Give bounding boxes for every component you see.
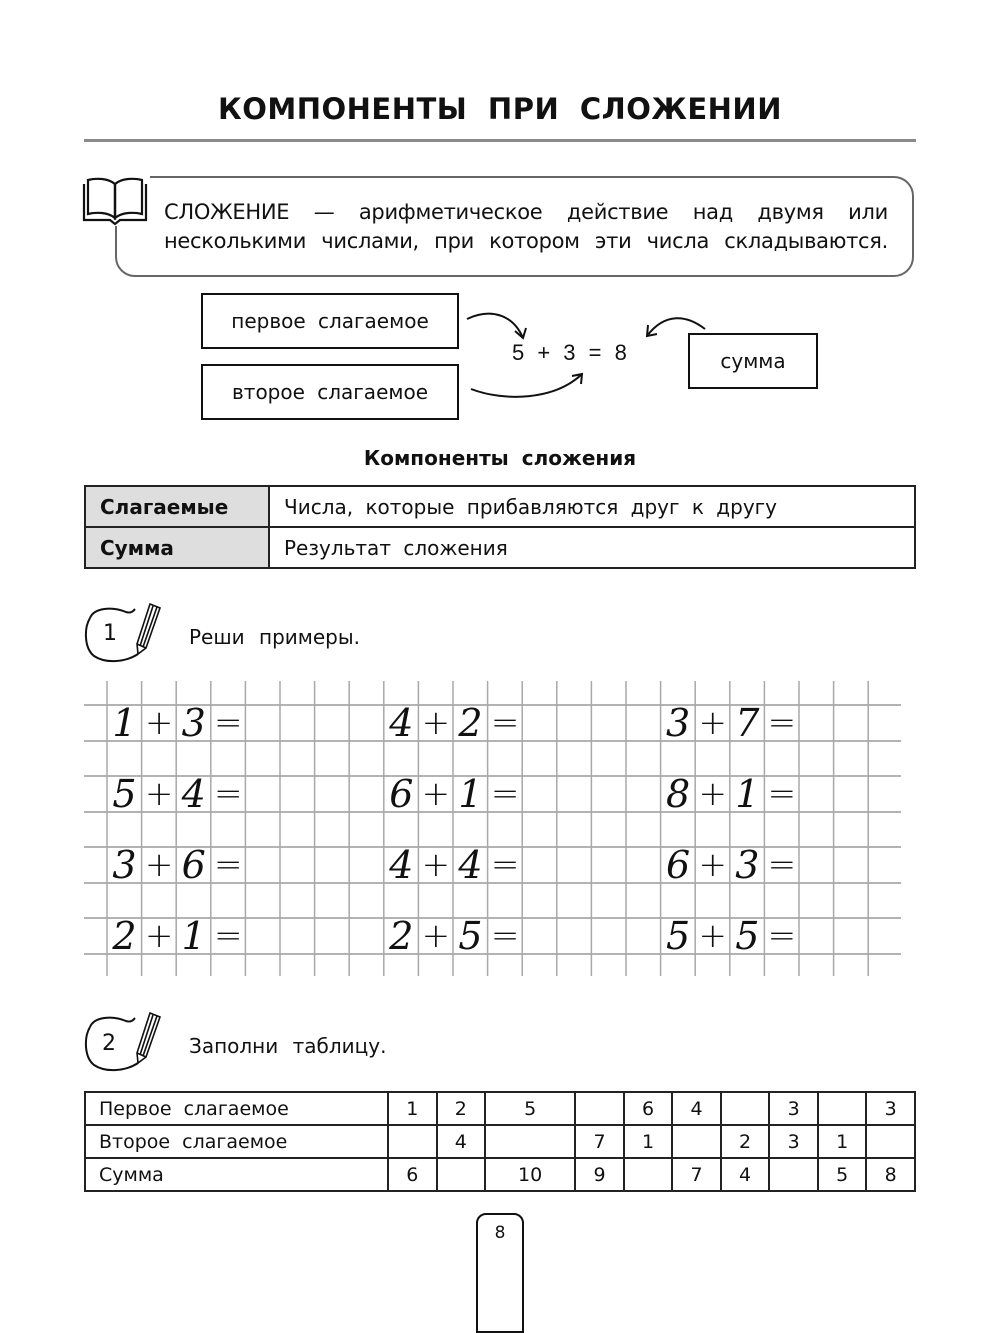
blank-cell[interactable]	[769, 1158, 818, 1191]
second-addend: 5	[735, 914, 760, 958]
value-cell: 4	[672, 1092, 721, 1125]
second-addend: 1	[181, 914, 206, 958]
first-addend: 8	[666, 772, 691, 816]
value-cell: 10	[485, 1158, 575, 1191]
first-addend: 5	[666, 914, 691, 958]
second-addend: 3	[735, 843, 760, 887]
definition-text: СЛОЖЕНИЕ — арифметическое действие над двумя или несколькими числами, при котором эти числа складываются.	[164, 200, 888, 253]
second-addend: 2	[458, 701, 483, 745]
task-1-number: 1	[103, 621, 117, 646]
answer-field[interactable]	[799, 705, 868, 740]
task-2-instruction: Заполни таблицу.	[189, 1034, 387, 1058]
equals-sign: =	[490, 916, 520, 956]
answer-field[interactable]	[245, 847, 314, 882]
task-1-instruction: Реши примеры.	[189, 625, 361, 649]
page-number-tab	[476, 1213, 524, 1333]
first-addend: 3	[666, 701, 691, 745]
table-row	[85, 1158, 915, 1191]
value-cell: 2	[437, 1092, 486, 1125]
value-cell: 7	[672, 1158, 721, 1191]
value-cell: 3	[866, 1092, 915, 1125]
equals-sign: =	[490, 774, 520, 814]
plus-sign: +	[144, 916, 174, 956]
second-addend: 4	[458, 843, 483, 887]
equals-sign: =	[490, 703, 520, 743]
second-addend: 6	[181, 843, 206, 887]
second-addend: 1	[458, 772, 483, 816]
blank-cell[interactable]	[721, 1092, 770, 1125]
blank-cell[interactable]	[485, 1125, 575, 1158]
first-addend: 2	[112, 914, 137, 958]
first-addend: 1	[112, 701, 137, 745]
second-addend: 4	[181, 772, 206, 816]
plus-sign: +	[421, 916, 451, 956]
value-cell: 4	[437, 1125, 486, 1158]
first-addend-label: первое слагаемое	[231, 309, 429, 333]
task-2-badge	[82, 1007, 162, 1077]
equals-sign: =	[767, 703, 797, 743]
equals-sign: =	[214, 845, 243, 885]
answer-field[interactable]	[245, 918, 314, 953]
value-cell: 6	[624, 1092, 673, 1125]
blank-cell[interactable]	[672, 1125, 721, 1158]
example-equation: 5 + 3 = 8	[512, 340, 627, 365]
plus-sign: +	[421, 845, 451, 885]
value-cell: 1	[818, 1125, 867, 1158]
answer-field[interactable]	[245, 705, 314, 740]
blank-cell[interactable]	[624, 1158, 673, 1191]
plus-sign: +	[144, 845, 174, 885]
answer-field[interactable]	[245, 776, 314, 811]
equals-sign: =	[767, 845, 797, 885]
first-addend: 5	[112, 772, 137, 816]
blank-cell[interactable]	[866, 1125, 915, 1158]
answer-field[interactable]	[799, 847, 868, 882]
row-label: Второе слагаемое	[85, 1125, 388, 1158]
term-cell: Слагаемые	[85, 486, 269, 527]
pencil-icon	[82, 1007, 167, 1077]
blank-cell[interactable]	[437, 1158, 486, 1191]
answer-field[interactable]	[799, 776, 868, 811]
first-addend: 3	[112, 843, 137, 887]
equals-sign: =	[214, 774, 243, 814]
plus-sign: +	[144, 703, 174, 743]
value-cell: 5	[818, 1158, 867, 1191]
equals-sign: =	[214, 703, 243, 743]
plus-sign: +	[421, 774, 451, 814]
answer-field[interactable]	[799, 918, 868, 953]
second-addend: 5	[458, 914, 483, 958]
sum-label: сумма	[720, 349, 786, 373]
value-cell: 5	[485, 1092, 575, 1125]
table-row	[85, 1125, 915, 1158]
answer-field[interactable]	[522, 776, 591, 811]
value-cell: 2	[721, 1125, 770, 1158]
first-addend: 6	[666, 843, 691, 887]
answer-field[interactable]	[522, 847, 591, 882]
page-number: 8	[494, 1223, 506, 1243]
second-addend-label: второе слагаемое	[232, 380, 428, 404]
second-addend: 7	[735, 701, 760, 745]
equals-sign: =	[490, 845, 520, 885]
plus-sign: +	[698, 845, 727, 885]
value-cell: 8	[866, 1158, 915, 1191]
plus-sign: +	[144, 774, 174, 814]
plus-sign: +	[421, 703, 451, 743]
blank-cell[interactable]	[575, 1092, 624, 1125]
first-addend: 4	[389, 701, 414, 745]
task-2-number: 2	[102, 1031, 116, 1056]
plus-sign: +	[698, 916, 727, 956]
answer-field[interactable]	[522, 918, 591, 953]
value-cell: 3	[769, 1125, 818, 1158]
value-cell: 4	[721, 1158, 770, 1191]
meaning-cell: Результат сложения	[269, 527, 915, 568]
second-addend: 3	[181, 701, 206, 745]
first-addend: 4	[389, 843, 414, 887]
equals-sign: =	[767, 774, 797, 814]
value-cell: 3	[769, 1092, 818, 1125]
row-label: Сумма	[85, 1158, 388, 1191]
first-addend: 6	[389, 772, 414, 816]
first-addend: 2	[389, 914, 414, 958]
value-cell: 6	[388, 1158, 437, 1191]
blank-cell[interactable]	[388, 1125, 437, 1158]
equals-sign: =	[214, 916, 243, 956]
value-cell: 9	[575, 1158, 624, 1191]
answer-field[interactable]	[522, 705, 591, 740]
row-label: Первое слагаемое	[85, 1092, 388, 1125]
fill-in-table	[84, 1091, 916, 1192]
plus-sign: +	[698, 703, 727, 743]
table-row	[85, 1092, 915, 1125]
page-title: КОМПОНЕНТЫ ПРИ СЛОЖЕНИИ	[218, 92, 782, 126]
term-cell: Сумма	[85, 527, 269, 568]
components-table-title: Компоненты сложения	[363, 446, 637, 470]
second-addend: 1	[735, 772, 760, 816]
meaning-cell: Числа, которые прибавляются друг к другу	[269, 486, 915, 527]
blank-cell[interactable]	[818, 1092, 867, 1125]
value-cell: 7	[575, 1125, 624, 1158]
plus-sign: +	[698, 774, 727, 814]
value-cell: 1	[624, 1125, 673, 1158]
equals-sign: =	[767, 916, 797, 956]
value-cell: 1	[388, 1092, 437, 1125]
